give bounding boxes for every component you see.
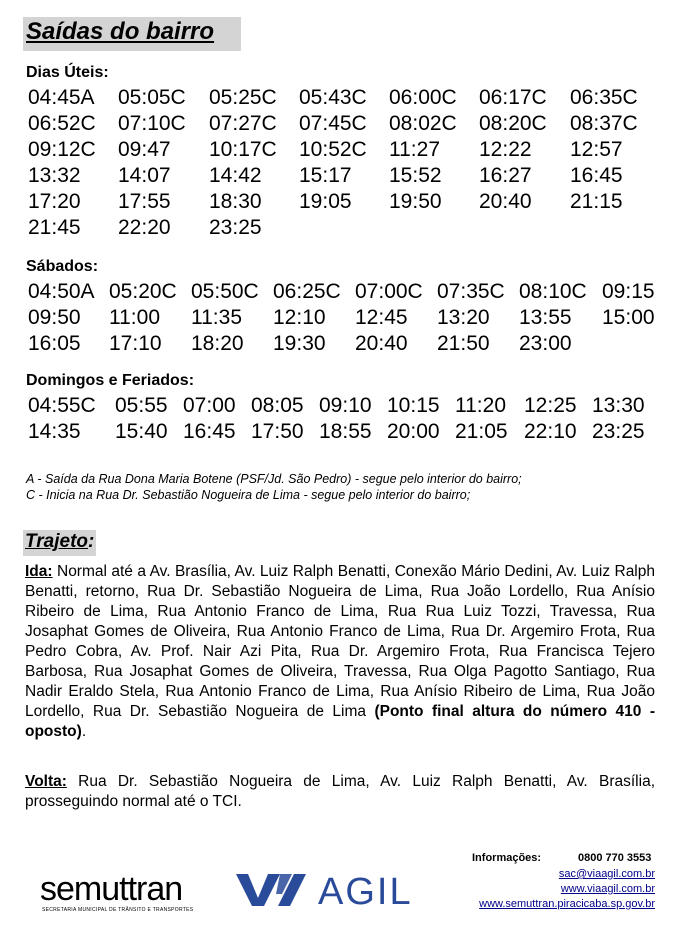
time-weekdays-33: 20:40 [479,190,532,213]
sundays-label: Domingos e Feriados: [26,372,195,389]
note-c: C - Inicia na Rua Dr. Sebastião Nogueira de Lima - segue pelo interior do bairro; [26,488,471,502]
time-weekdays-22: 14:07 [118,164,171,187]
volta-label: Volta: [25,773,67,790]
time-saturdays-12: 12:45 [355,306,408,329]
viagil-site-link[interactable]: www.viaagil.com.br [560,883,655,895]
time-weekdays-30: 18:30 [209,190,262,213]
time-weekdays-6: 06:35C [570,86,638,109]
time-weekdays-11: 08:02C [389,112,457,135]
time-sundays-11: 16:45 [183,420,236,443]
route-ida [25,562,655,742]
time-saturdays-17: 17:10 [109,332,162,355]
time-saturdays-16: 16:05 [28,332,81,355]
route-heading-colon: : [88,531,95,552]
time-weekdays-27: 16:45 [570,164,623,187]
time-saturdays-3: 06:25C [273,280,341,303]
time-sundays-8: 13:30 [592,394,645,417]
time-saturdays-8: 09:50 [28,306,81,329]
page-title: Saídas do bairro [26,18,215,45]
time-saturdays-7: 09:15 [602,280,655,303]
info-phone: 0800 770 3553 [578,852,652,864]
time-saturdays-18: 18:20 [191,332,244,355]
time-weekdays-21: 13:32 [28,164,81,187]
time-sundays-5: 10:15 [387,394,440,417]
semuttran-logo-subtitle: SECRETARIA MUNICIPAL DE TRÂNSITO E TRANSPORTES [42,907,194,913]
time-sundays-6: 11:20 [455,394,506,417]
info-label: Informações: [472,852,542,864]
route-heading-text: Trajeto [25,531,89,552]
time-sundays-10: 15:40 [115,420,168,443]
saturdays-label: Sábados: [26,258,99,275]
ida-text: Normal até a Av. Brasília, Av. Luiz Ralph Benatti, Conexão Mário Dedini, Av. Luiz Ralph Benatti, retorno, Rua Dr. Sebastião Nogueira de Lima, Rua João Lordello, Rua Anísio Ribeiro de Lima, Rua Antonio Franco de Lima, Rua Rua Luiz Tozzi, Travessa, Rua Josaphat Gomes de Oliveira, Rua Antonio Franco de Lima, Rua Dr. Argemiro Frota, Rua Pedro Cobra, Av. Prof. Nair Azi Pita, Rua Dr. Argemiro Frota, Rua Francisca Tejero Barbosa, Rua Josaphat Gomes de Oliveira, Travessa, Rua Olga Pagotto Santiago, Rua Nadir Eraldo Stela, Rua Antonio Franco de Lima, Rua Anísio Ribeiro de Lima, Rua João Lordello, Rua Dr. Sebastião Nogueira de Lima [25,563,655,720]
email-link[interactable]: sac@viaagil.com.br [558,868,655,880]
time-saturdays-11: 12:10 [273,306,326,329]
time-saturdays-10: 11:35 [191,306,242,329]
time-weekdays-24: 15:17 [299,164,352,187]
time-weekdays-20: 12:57 [570,138,623,161]
semuttran-site-link[interactable]: www.semuttran.piracicaba.sp.gov.br [479,898,655,910]
viagil-agil-text: AGIL [318,871,413,910]
note-a: A - Saída da Rua Dona Maria Botene (PSF/Jd. São Pedro) - segue pelo interior do bairro; [26,472,522,486]
viagil-v-shape [236,874,280,906]
time-weekdays-29: 17:55 [118,190,171,213]
time-saturdays-6: 08:10C [519,280,587,303]
time-weekdays-14: 09:12C [28,138,96,161]
time-saturdays-2: 05:50C [191,280,259,303]
time-saturdays-0: 04:50A [28,280,95,303]
time-saturdays-19: 19:30 [273,332,326,355]
time-weekdays-0: 04:45A [28,86,95,109]
time-sundays-7: 12:25 [524,394,577,417]
time-sundays-13: 18:55 [319,420,372,443]
time-sundays-1: 05:55 [115,394,168,417]
time-weekdays-4: 06:00C [389,86,457,109]
time-weekdays-36: 22:20 [118,216,171,239]
ida-endpoint: (Ponto final altura do número 410 - oposto) [25,703,655,740]
time-weekdays-17: 10:52C [299,138,367,161]
viagil-logo [236,868,421,910]
semuttran-logo-text: semuttran [40,870,183,908]
ida-label: Ida: [25,563,53,580]
time-saturdays-22: 23:00 [519,332,572,355]
time-sundays-17: 23:25 [592,420,645,443]
time-weekdays-10: 07:45C [299,112,367,135]
time-weekdays-32: 19:50 [389,190,442,213]
weekdays-label: Dias Úteis: [26,64,109,81]
time-saturdays-5: 07:35C [437,280,505,303]
time-weekdays-35: 21:45 [28,216,81,239]
time-weekdays-1: 05:05C [118,86,186,109]
time-weekdays-3: 05:43C [299,86,367,109]
time-weekdays-15: 09:47 [118,138,171,161]
route-volta [25,772,655,812]
time-weekdays-9: 07:27C [209,112,277,135]
time-sundays-14: 20:00 [387,420,440,443]
time-saturdays-20: 20:40 [355,332,408,355]
time-weekdays-5: 06:17C [479,86,547,109]
time-weekdays-23: 14:42 [209,164,262,187]
time-weekdays-13: 08:37C [570,112,638,135]
time-weekdays-2: 05:25C [209,86,277,109]
time-sundays-16: 22:10 [524,420,577,443]
time-weekdays-19: 12:22 [479,138,532,161]
time-saturdays-4: 07:00C [355,280,423,303]
time-sundays-0: 04:55C [28,394,96,417]
time-saturdays-1: 05:20C [109,280,177,303]
time-sundays-2: 07:00 [183,394,236,417]
time-sundays-15: 21:05 [455,420,508,443]
time-sundays-4: 09:10 [319,394,372,417]
time-weekdays-16: 10:17C [209,138,277,161]
time-weekdays-12: 08:20C [479,112,547,135]
time-saturdays-15: 15:00 [602,306,655,329]
time-sundays-12: 17:50 [251,420,304,443]
time-saturdays-9: 11:00 [109,306,160,329]
semuttran-logo [40,866,208,916]
time-weekdays-34: 21:15 [570,190,623,213]
time-weekdays-7: 06:52C [28,112,96,135]
time-sundays-3: 08:05 [251,394,304,417]
time-weekdays-26: 16:27 [479,164,532,187]
ida-end: . [81,723,87,740]
volta-text: Rua Dr. Sebastião Nogueira de Lima, Av. Luiz Ralph Benatti, Av. Brasília, prosseguindo normal até o TCI. [25,773,655,810]
time-sundays-9: 14:35 [28,420,81,443]
route-heading [25,531,94,553]
time-weekdays-28: 17:20 [28,190,81,213]
time-saturdays-13: 13:20 [437,306,490,329]
time-weekdays-31: 19:05 [299,190,352,213]
time-weekdays-37: 23:25 [209,216,262,239]
time-saturdays-14: 13:55 [519,306,572,329]
time-weekdays-18: 11:27 [389,138,440,161]
time-saturdays-21: 21:50 [437,332,490,355]
time-weekdays-25: 15:52 [389,164,442,187]
time-weekdays-8: 07:10C [118,112,186,135]
